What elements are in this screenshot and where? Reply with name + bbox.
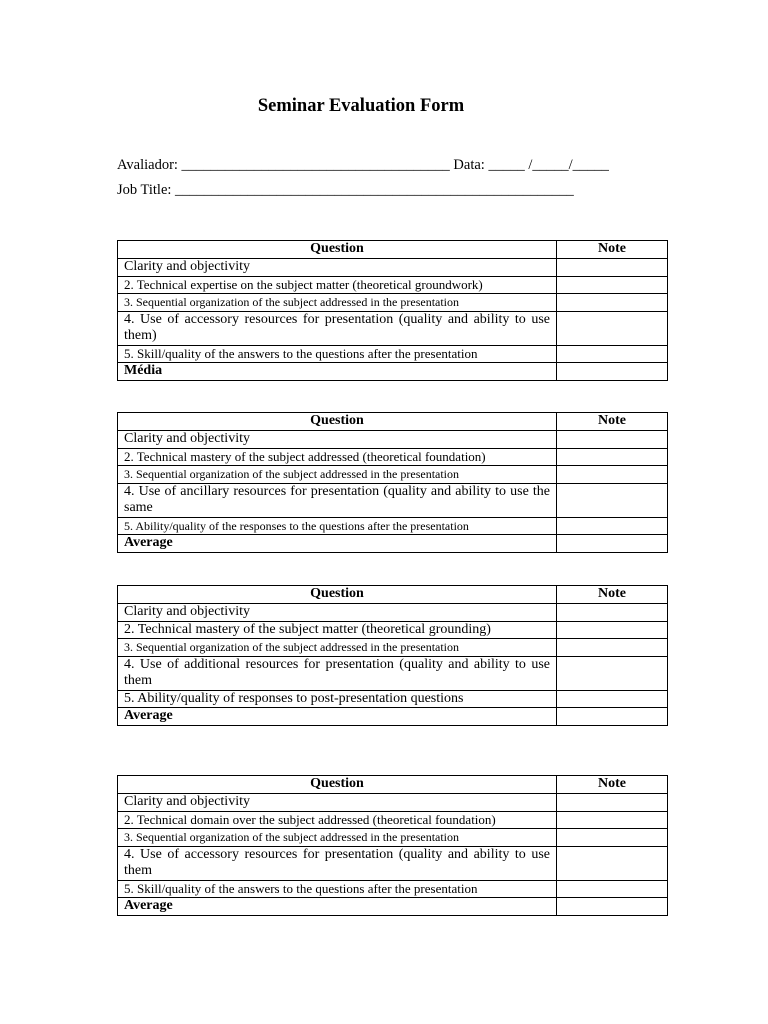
table-row <box>118 880 668 898</box>
table-row <box>118 466 668 484</box>
average-label: Average <box>118 535 557 553</box>
question-cell: 5. Ability/quality of responses to post-presentation questions <box>118 690 557 708</box>
note-cell[interactable] <box>557 794 668 812</box>
question-cell: Clarity and objectivity <box>118 259 557 277</box>
average-note-cell[interactable] <box>557 363 668 381</box>
table-row <box>118 794 668 812</box>
table-row <box>118 448 668 466</box>
evaluation-table-1 <box>117 240 668 381</box>
table-footer-row <box>118 535 668 553</box>
evaluation-table-4 <box>117 775 668 916</box>
note-cell[interactable] <box>557 431 668 449</box>
question-cell: Clarity and objectivity <box>118 604 557 622</box>
question-cell: 5. Skill/quality of the answers to the questions after the presentation <box>118 880 557 898</box>
table-row <box>118 604 668 622</box>
note-cell[interactable] <box>557 294 668 312</box>
table-row <box>118 846 668 880</box>
question-cell: 2. Technical mastery of the subject addressed (theoretical foundation) <box>118 448 557 466</box>
question-cell: 4. Use of accessory resources for presentation (quality and ability to use them <box>118 846 557 880</box>
question-cell: 2. Technical mastery of the subject matter (theoretical grounding) <box>118 621 557 639</box>
table-header-row <box>118 413 668 431</box>
question-column-header: Question <box>118 776 557 794</box>
note-cell[interactable] <box>557 448 668 466</box>
average-note-cell[interactable] <box>557 708 668 726</box>
question-column-header: Question <box>118 413 557 431</box>
table-header-row <box>118 241 668 259</box>
question-column-header: Question <box>118 586 557 604</box>
question-cell: 3. Sequential organization of the subject addressed in the presentation <box>118 466 557 484</box>
table-row <box>118 829 668 847</box>
question-cell: 3. Sequential organization of the subject addressed in the presentation <box>118 639 557 657</box>
note-cell[interactable] <box>557 483 668 517</box>
question-cell: Clarity and objectivity <box>118 794 557 812</box>
table-row <box>118 656 668 690</box>
note-cell[interactable] <box>557 466 668 484</box>
note-cell[interactable] <box>557 517 668 535</box>
note-cell[interactable] <box>557 259 668 277</box>
average-note-cell[interactable] <box>557 898 668 916</box>
table-row <box>118 311 668 345</box>
note-column-header: Note <box>557 413 668 431</box>
table-header-row <box>118 776 668 794</box>
evaluation-table-2 <box>117 412 668 553</box>
note-cell[interactable] <box>557 276 668 294</box>
average-note-cell[interactable] <box>557 535 668 553</box>
question-cell: 4. Use of ancillary resources for presentation (quality and ability to use the same <box>118 483 557 517</box>
question-cell: Clarity and objectivity <box>118 431 557 449</box>
note-cell[interactable] <box>557 604 668 622</box>
note-cell[interactable] <box>557 811 668 829</box>
table-row <box>118 811 668 829</box>
average-label: Média <box>118 363 557 381</box>
note-cell[interactable] <box>557 345 668 363</box>
table-row <box>118 639 668 657</box>
table-row <box>118 276 668 294</box>
question-cell: 4. Use of accessory resources for presentation (quality and ability to use them) <box>118 311 557 345</box>
table-row <box>118 431 668 449</box>
note-column-header: Note <box>557 241 668 259</box>
note-cell[interactable] <box>557 829 668 847</box>
question-cell: 2. Technical domain over the subject addressed (theoretical foundation) <box>118 811 557 829</box>
question-column-header: Question <box>118 241 557 259</box>
average-label: Average <box>118 898 557 916</box>
table-row <box>118 621 668 639</box>
table-footer-row <box>118 363 668 381</box>
table-header-row <box>118 586 668 604</box>
table-row <box>118 690 668 708</box>
note-cell[interactable] <box>557 621 668 639</box>
table-row <box>118 517 668 535</box>
table-row <box>118 259 668 277</box>
note-column-header: Note <box>557 776 668 794</box>
job-title-field[interactable]: Job Title: _______________________________________________________ <box>117 182 574 198</box>
question-cell: 4. Use of additional resources for presentation (quality and ability to use them <box>118 656 557 690</box>
question-cell: 5. Ability/quality of the responses to the questions after the presentation <box>118 517 557 535</box>
question-cell: 5. Skill/quality of the answers to the questions after the presentation <box>118 345 557 363</box>
evaluator-date-field[interactable]: Avaliador: _____________________________________ Data: _____ /_____/_____ <box>117 157 609 173</box>
note-column-header: Note <box>557 586 668 604</box>
note-cell[interactable] <box>557 690 668 708</box>
question-cell: 3. Sequential organization of the subject addressed in the presentation <box>118 829 557 847</box>
table-row <box>118 345 668 363</box>
average-label: Average <box>118 708 557 726</box>
question-cell: 3. Sequential organization of the subject addressed in the presentation <box>118 294 557 312</box>
table-row <box>118 483 668 517</box>
note-cell[interactable] <box>557 846 668 880</box>
question-cell: 2. Technical expertise on the subject matter (theoretical groundwork) <box>118 276 557 294</box>
table-footer-row <box>118 898 668 916</box>
note-cell[interactable] <box>557 656 668 690</box>
table-row <box>118 294 668 312</box>
table-footer-row <box>118 708 668 726</box>
note-cell[interactable] <box>557 639 668 657</box>
note-cell[interactable] <box>557 880 668 898</box>
page-title: Seminar Evaluation Form <box>257 96 465 116</box>
evaluation-table-3 <box>117 585 668 726</box>
note-cell[interactable] <box>557 311 668 345</box>
